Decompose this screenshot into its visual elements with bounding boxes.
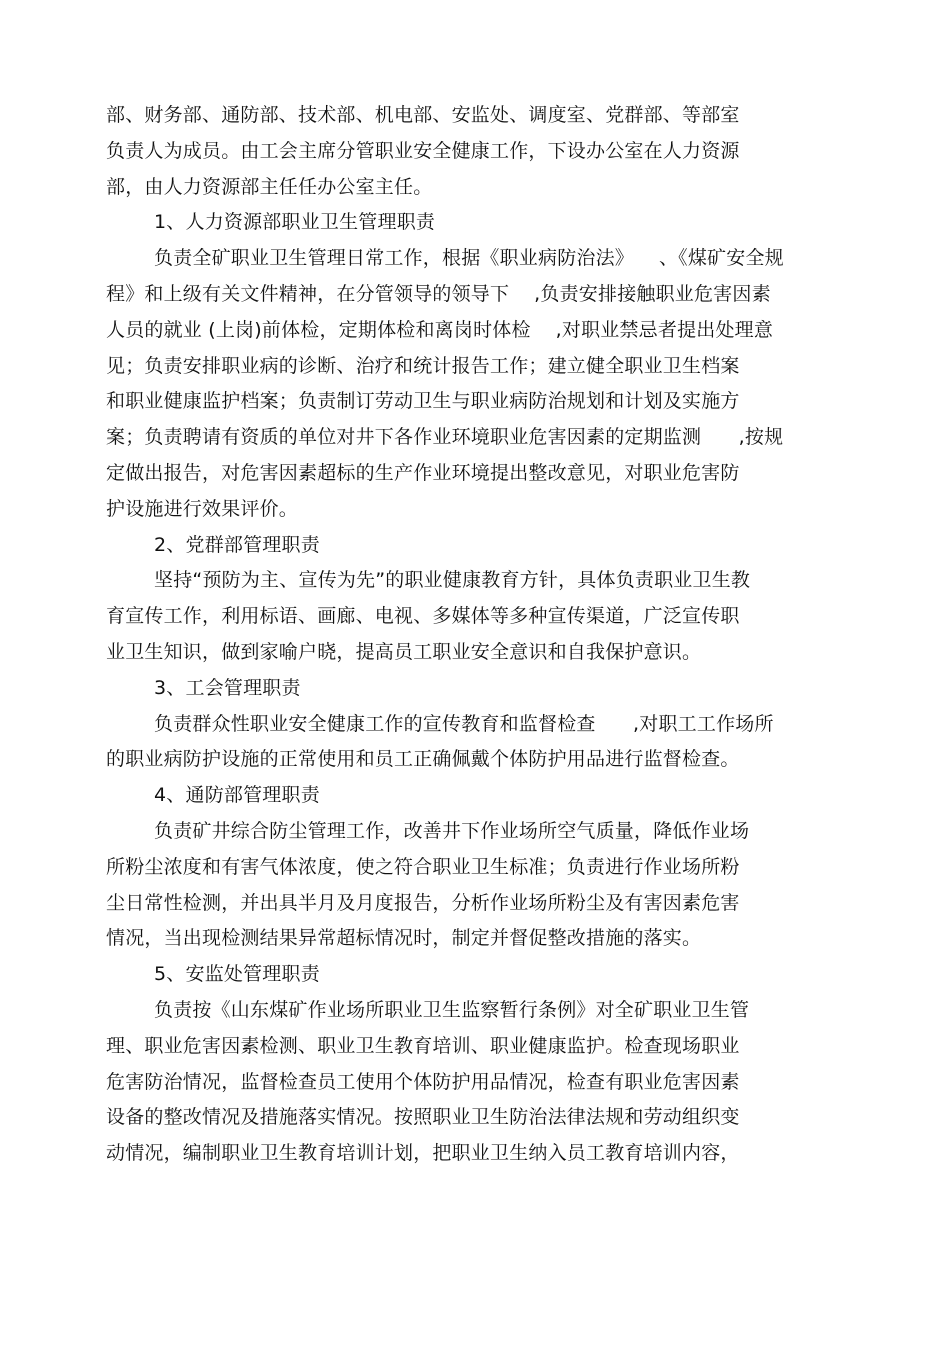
text-line: 负责人为成员。由工会主席分管职业安全健康工作，下设办公室在人力资源 — [106, 139, 740, 162]
text-line: 见；负责安排职业病的诊断、治疗和统计报告工作；建立健全职业卫生档案 — [106, 354, 740, 377]
text-line: 的职业病防护设施的正常使用和员工正确佩戴个体防护用品进行监督检查。 — [106, 748, 740, 771]
text-line: 3、工会管理职责 — [154, 676, 301, 699]
text-line: 负责矿井综合防尘管理工作，改善井下作业场所空气质量，降低作业场 — [154, 819, 750, 842]
text-line: 理、职业危害因素检测、职业卫生教育培训、职业健康监护。检查现场职业 — [106, 1034, 740, 1057]
text-line: 5、安监处管理职责 — [154, 963, 320, 986]
text-line: 1、人力资源部职业卫生管理职责 — [154, 211, 436, 234]
text-line: 负责全矿职业卫生管理日常工作，根据《职业病防治法》 、《煤矿安全规 — [154, 247, 784, 270]
text-line: 部、财务部、通防部、技术部、机电部、安监处、调度室、党群部、等部室 — [106, 104, 740, 126]
text-line: 案；负责聘请有资质的单位对井下各作业环境职业危害因素的定期监测 ,按规 — [106, 426, 784, 449]
text-line: 尘日常性检测，并出具半月及月度报告，分析作业场所粉尘及有害因素危害 — [106, 891, 740, 914]
text-line: 4、通防部管理职责 — [154, 784, 320, 807]
text-line: 所粉尘浓度和有害气体浓度，使之符合职业卫生标准；负责进行作业场所粉 — [106, 855, 740, 878]
text-line: 设备的整改情况及措施落实情况。按照职业卫生防治法律法规和劳动组织变 — [106, 1106, 740, 1129]
text-line: 人员的就业 (上岗)前体检，定期体检和离岗时体检 ,对职业禁忌者提出处理意 — [106, 318, 774, 341]
text-line: 2、党群部管理职责 — [154, 533, 320, 556]
text-line: 动情况，编制职业卫生教育培训计划，把职业卫生纳入员工教育培训内容， — [106, 1142, 740, 1165]
text-line: 护设施进行效果评价。 — [106, 497, 299, 520]
text-line: 和职业健康监护档案；负责制订劳动卫生与职业病防治规划和计划及实施方 — [106, 390, 740, 413]
text-line: 程》和上级有关文件精神，在分管领导的领导下 ,负责安排接触职业危害因素 — [106, 282, 771, 305]
text-line: 负责按《山东煤矿作业场所职业卫生监察暂行条例》对全矿职业卫生管 — [154, 998, 750, 1021]
document-body — [106, 98, 866, 1172]
text-line: 部，由人力资源部主任任办公室主任。 — [106, 175, 433, 198]
text-line: 负责群众性职业安全健康工作的宣传教育和监督检查 ,对职工工作场所 — [154, 712, 774, 735]
text-line: 危害防治情况，监督检查员工使用个体防护用品情况，检查有职业危害因素 — [106, 1070, 740, 1093]
text-line: 业卫生知识，做到家喻户晓，提高员工职业安全意识和自我保护意识。 — [106, 640, 702, 663]
text-line: 定做出报告，对危害因素超标的生产作业环境提出整改意见，对职业危害防 — [106, 461, 740, 484]
text-line: 坚持“预防为主、宣传为先”的职业健康教育方针，具体负责职业卫生教 — [154, 569, 751, 592]
text-line: 育宣传工作，利用标语、画廊、电视、多媒体等多种宣传渠道，广泛宣传职 — [106, 605, 740, 628]
text-line: 情况，当出现检测结果异常超标情况时，制定并督促整改措施的落实。 — [106, 927, 702, 950]
